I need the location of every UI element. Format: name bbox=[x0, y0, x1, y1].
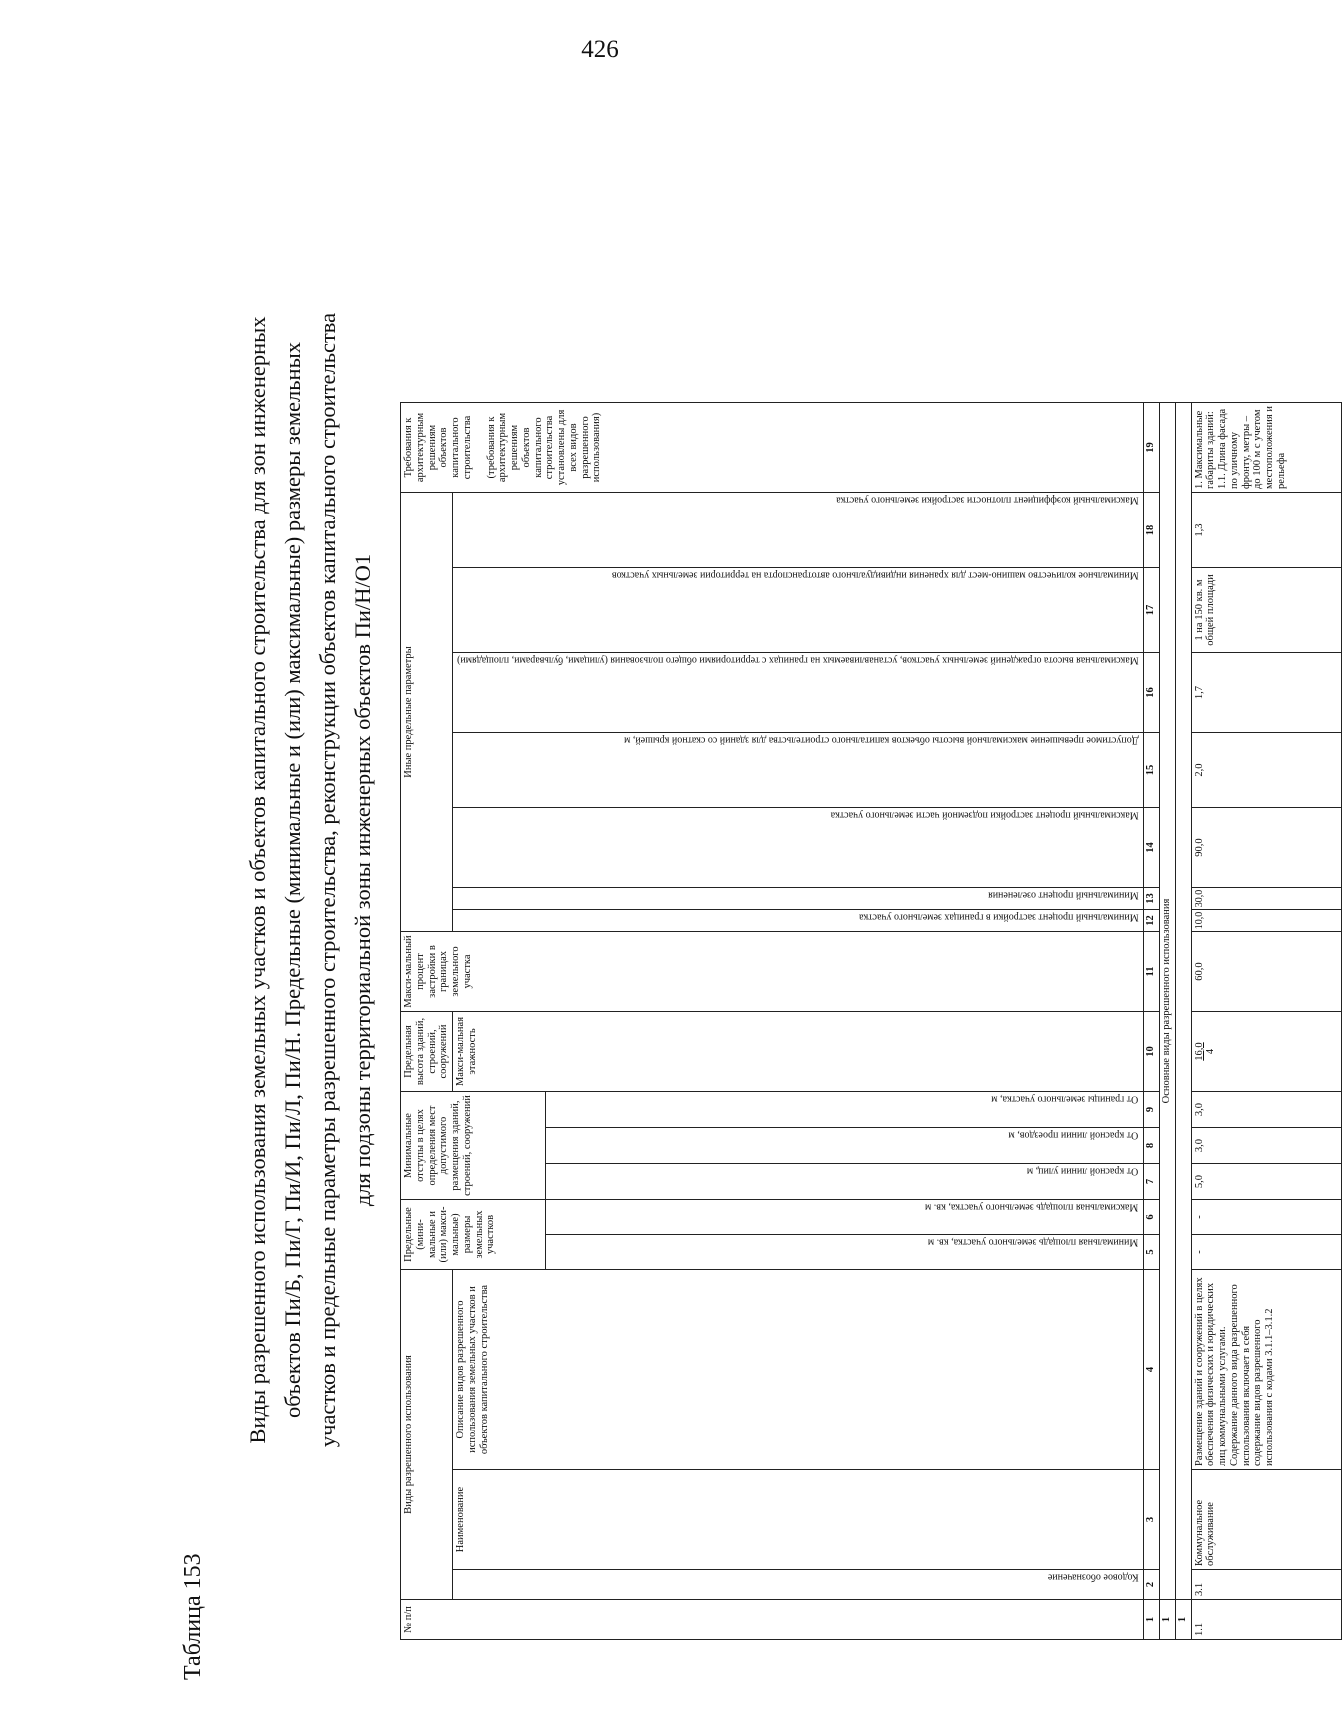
header-height-exceed: Допустимое превышение максимальной высоты объектов капитального строительства для зданий со скатной крышей, м bbox=[453, 733, 1144, 808]
row-height-floors bbox=[1191, 1012, 1341, 1092]
header-max-area: Максимальная площадь земельного участка, кв. м bbox=[546, 1200, 1143, 1235]
col-num-18: 18 bbox=[1143, 493, 1159, 568]
header-name: Наименование bbox=[453, 1470, 1144, 1570]
section-title: Основные виды разрешенного использования bbox=[1159, 403, 1175, 1600]
heading-line-3: участков и предельные параметры разрешенного строительства, реконструкции объектов капитального строительства bbox=[315, 312, 340, 1448]
column-number-row bbox=[1143, 403, 1159, 1640]
heading-line-2: объектов Пи/Б, Пи/Г, Пи/И, Пи/Л, Пи/Н. Предельные (минимальные и (или) максимальные) размеры земельных bbox=[280, 342, 305, 1418]
header-num: № п/п bbox=[401, 1600, 1144, 1640]
header-code: Кодовое обозначение bbox=[453, 1570, 1144, 1600]
col-num-14: 14 bbox=[1143, 808, 1159, 888]
row-from-boundary: 3,0 bbox=[1191, 1092, 1341, 1128]
col-num-13: 13 bbox=[1143, 888, 1159, 910]
col-num-9: 9 bbox=[1143, 1092, 1159, 1128]
row-description: Размещение зданий и сооружений в целях обеспечения физических и юридических лиц коммунальными услугами. Содержание данного вида разрешенного использования включает в себя содержание видов разрешенного использования с кодами 3.1.1–3.1.2 bbox=[1191, 1270, 1341, 1470]
header-description: Описание видов разрешенного использования земельных участков и объектов капитального строительства bbox=[453, 1270, 1144, 1470]
header-from-street: От красной линии улиц, м bbox=[546, 1164, 1143, 1200]
row-parking: 1 на 150 кв. м общей площади bbox=[1191, 568, 1341, 653]
col-num-11: 11 bbox=[1143, 932, 1159, 1012]
row-min-coverage: 10,0 bbox=[1191, 910, 1341, 932]
header-height-group: Предельная высота зданий, строений, сооружений bbox=[401, 1012, 453, 1092]
row-code: 3.1 bbox=[1191, 1570, 1341, 1600]
section-sub-empty bbox=[1175, 403, 1191, 1600]
section-number-sub: 1 bbox=[1175, 1600, 1191, 1640]
col-num-19: 19 bbox=[1143, 403, 1159, 493]
row-num: 1.1 bbox=[1191, 1600, 1341, 1640]
col-num-17: 17 bbox=[1143, 568, 1159, 653]
row-name: Коммунальное обслуживание bbox=[1191, 1470, 1341, 1570]
row-max-coverage: 60,0 bbox=[1191, 932, 1341, 1012]
header-density: Максимальный коэффициент плотности застройки земельного участка bbox=[453, 493, 1144, 568]
row-density: 1,3 bbox=[1191, 493, 1341, 568]
header-from-boundary: От границы земельного участка, м bbox=[546, 1092, 1143, 1128]
col-num-8: 8 bbox=[1143, 1128, 1159, 1164]
header-from-driveway: От красной линии проездов, м bbox=[546, 1128, 1143, 1164]
row-min-area: - bbox=[1191, 1235, 1341, 1270]
page-number: 426 bbox=[581, 36, 619, 63]
header-other-params: Иные предельные параметры bbox=[401, 493, 453, 932]
row-max-underground: 90,0 bbox=[1191, 808, 1341, 888]
col-num-7: 7 bbox=[1143, 1164, 1159, 1200]
regulations-table bbox=[400, 402, 1342, 1640]
header-min-greening: Минимальный процент озеленения bbox=[453, 888, 1144, 910]
row-floors: 4 bbox=[1205, 1048, 1217, 1055]
col-num-10: 10 bbox=[1143, 1012, 1159, 1092]
heading-line-1: Виды разрешенного использования земельных участков и объектов капитального строительства для зон инженерных bbox=[245, 316, 270, 1444]
table-row bbox=[1191, 403, 1341, 1640]
header-row-2 bbox=[453, 403, 546, 1640]
arch-req-note: (требования к архитектурным решениям объектов капитального строительства установлены для всех видов разрешенного использования) bbox=[485, 409, 603, 486]
heading-line-4: для подзоны территориальной зоны инженерных объектов Пи/Н/О1 bbox=[350, 553, 375, 1207]
section-row bbox=[1159, 403, 1175, 1640]
row-from-street: 5,0 bbox=[1191, 1164, 1341, 1200]
header-vri-group: Виды разрешенного использования bbox=[401, 1270, 453, 1600]
arch-req-title: Требования к архитектурным решениям объектов капитального строительства bbox=[403, 412, 473, 483]
header-setbacks: Минимальные отступы в целях определения мест допустимого размещения зданий, строений, сооружений bbox=[401, 1092, 546, 1200]
header-fence-height: Максимальная высота ограждений земельных участков, устанавливаемых на границах с территориями общего пользования (улицами, бульварами, площадями) bbox=[453, 653, 1144, 733]
col-num-2: 2 bbox=[1143, 1570, 1159, 1600]
header-min-coverage: Минимальный процент застройки в границах земельного участка bbox=[453, 910, 1144, 932]
header-parking: Минимальное количество машино-мест для хранения индивидуального автотранспорта на территории земельных участков bbox=[453, 568, 1144, 653]
col-num-15: 15 bbox=[1143, 733, 1159, 808]
table-heading bbox=[240, 120, 380, 1640]
header-plot-sizes: Предельные (мини-мальные и (или) макси-мальные) размеры земельных участков bbox=[401, 1200, 546, 1270]
rotated-content bbox=[180, 90, 1287, 1680]
row-height-exceed: 2,0 bbox=[1191, 733, 1341, 808]
row-arch: 1. Максимальные габариты зданий: 1.1. Длина фасада по уличному фронту, метры – до 100 м с учетом местоположения и рельефа bbox=[1191, 403, 1341, 493]
col-num-16: 16 bbox=[1143, 653, 1159, 733]
header-max-floors: Макси-мальная этажность bbox=[453, 1012, 1144, 1092]
col-num-6: 6 bbox=[1143, 1200, 1159, 1235]
header-max-underground: Максимальный процент застройки подземной части земельного участка bbox=[453, 808, 1144, 888]
table-caption: Таблица 153 bbox=[180, 1553, 206, 1680]
header-min-area: Минимальная площадь земельного участка, кв. м bbox=[546, 1235, 1143, 1270]
col-num-12: 12 bbox=[1143, 910, 1159, 932]
col-num-3: 3 bbox=[1143, 1470, 1159, 1570]
col-num-4: 4 bbox=[1143, 1270, 1159, 1470]
row-max-area: - bbox=[1191, 1200, 1341, 1235]
section-sub-row bbox=[1175, 403, 1191, 1640]
section-number: 1 bbox=[1159, 1600, 1175, 1640]
header-max-coverage: Макси-мальный процент застройки в границах земельного участка bbox=[401, 932, 1144, 1012]
col-num-5: 5 bbox=[1143, 1235, 1159, 1270]
row-min-greening: 30,0 bbox=[1191, 888, 1341, 910]
row-fence-height: 1,7 bbox=[1191, 653, 1341, 733]
row-from-driveway: 3,0 bbox=[1191, 1128, 1341, 1164]
header-row-1 bbox=[401, 403, 453, 1640]
row-height: 16,0 bbox=[1193, 1042, 1205, 1061]
header-arch-req bbox=[401, 403, 1144, 493]
col-num-1: 1 bbox=[1143, 1600, 1159, 1640]
